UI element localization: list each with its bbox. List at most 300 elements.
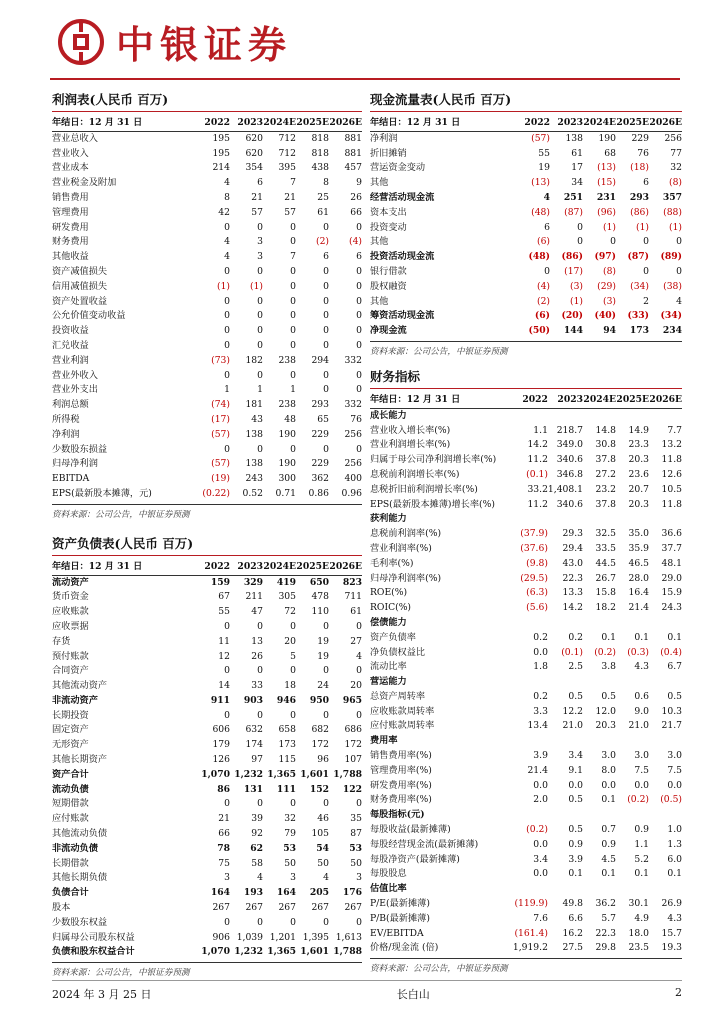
cell-value	[583, 512, 616, 527]
cell-value: 94	[603, 325, 616, 337]
table-row	[52, 295, 362, 310]
cell-value: 946	[276, 694, 296, 706]
row-label: 应收票据	[52, 620, 89, 632]
header-year: 2022	[517, 116, 550, 131]
cell-value: 0	[290, 295, 296, 307]
financial-ratios	[370, 367, 682, 974]
header-label: 年结日：12 月 31 日	[52, 560, 197, 575]
cell-value: (3)	[602, 295, 616, 307]
table-row	[370, 483, 682, 498]
table-row	[52, 620, 362, 635]
row-label: EV/EBITDA	[370, 927, 424, 939]
cell-value: 4	[224, 251, 230, 263]
cell-value: 0.0	[533, 646, 548, 658]
table-row	[370, 147, 682, 162]
cell-value: 111	[276, 783, 296, 795]
cell-value	[649, 882, 682, 897]
cell-value: (48)	[531, 206, 550, 218]
cell-value: 47	[251, 606, 263, 618]
cell-value: (19)	[211, 473, 230, 485]
cell-value: 159	[210, 576, 230, 588]
cell-value: 21	[284, 191, 296, 203]
cell-value: 193	[243, 887, 263, 899]
cell-value: 0	[356, 620, 362, 632]
row-label: 研发费用率(%)	[370, 779, 432, 791]
table-row	[52, 487, 362, 502]
cell-value: 0	[257, 916, 263, 928]
cell-value: 0.1	[634, 631, 649, 643]
cell-value: 1,919.2	[512, 942, 548, 954]
cell-value: 33.5	[595, 542, 616, 554]
row-label: 负债和股东权益合计	[52, 946, 135, 958]
cell-value: 293	[311, 399, 329, 411]
table-row	[52, 916, 362, 931]
cell-value	[649, 512, 682, 527]
cell-value: (13)	[597, 162, 616, 174]
cell-value: 650	[309, 576, 329, 588]
cell-value	[583, 734, 616, 749]
cell-value: (1)	[635, 221, 649, 233]
table-row	[370, 542, 682, 557]
cell-value: 18.2	[595, 602, 616, 614]
income-statement	[52, 90, 362, 520]
cell-value: 172	[344, 739, 362, 751]
cell-value	[583, 808, 616, 823]
cell-value: 12	[218, 650, 230, 662]
table-row	[52, 472, 362, 487]
cell-value: 55	[538, 147, 550, 159]
row-label: 净利润	[52, 428, 80, 440]
cell-value: 1,070	[201, 946, 230, 958]
cell-value: 138	[565, 132, 583, 144]
row-label: 所得税	[52, 413, 80, 425]
row-label: 其他长期负债	[52, 872, 108, 884]
row-label: 估值比率	[370, 883, 407, 895]
cell-value: 1,232	[234, 768, 263, 780]
cell-value: 55	[218, 606, 230, 618]
cell-value: 4.5	[601, 853, 616, 865]
cell-value: 1	[224, 384, 230, 396]
row-label: 息税折旧前利润增长率(%)	[370, 483, 478, 495]
cell-value: 0	[290, 339, 296, 351]
cell-value: 438	[311, 162, 329, 174]
cell-value: 711	[344, 591, 362, 603]
header-year: 2026E	[649, 393, 682, 408]
cell-value: 682	[311, 724, 329, 736]
cell-value: (0.4)	[660, 646, 682, 658]
table-row	[370, 660, 682, 675]
cell-value: 4	[257, 872, 263, 884]
table-row	[52, 235, 362, 250]
cell-value: 7	[290, 251, 296, 263]
cell-value: 3.0	[667, 750, 682, 762]
cell-value: 3.4	[533, 853, 548, 865]
header-year: 2022	[197, 560, 230, 575]
row-label: 偿债能力	[370, 616, 407, 628]
cell-value: 0	[290, 221, 296, 233]
table-row	[370, 941, 682, 956]
cell-value: (1)	[216, 280, 230, 292]
cell-value: (15)	[597, 177, 616, 189]
cell-value	[616, 734, 649, 749]
cell-value	[616, 408, 649, 423]
cell-value: 0.1	[634, 868, 649, 880]
cell-value: 11.2	[527, 498, 548, 510]
cell-value: 29.4	[562, 542, 583, 554]
table-row	[52, 324, 362, 339]
cell-value: 9.1	[568, 764, 583, 776]
cell-value	[583, 675, 616, 690]
cell-value: 0	[356, 665, 362, 677]
cell-value: 58	[251, 857, 263, 869]
cell-value: (18)	[630, 162, 649, 174]
cell-value: 43.0	[562, 557, 583, 569]
cell-value: 3	[224, 872, 230, 884]
cell-value: 15.7	[661, 927, 682, 939]
cell-value: 182	[245, 354, 263, 366]
table-row	[370, 512, 682, 527]
cell-value: 712	[278, 147, 296, 159]
cell-value: 97	[251, 754, 263, 766]
cell-value: 0	[224, 221, 230, 233]
cell-value: (13)	[531, 177, 550, 189]
row-label: 其他	[370, 177, 389, 189]
cell-value: 0	[356, 443, 362, 455]
table-row	[52, 309, 362, 324]
cell-value: 79	[284, 828, 296, 840]
cell-value: 0	[224, 916, 230, 928]
cell-value: 126	[212, 754, 230, 766]
cell-value: 0	[643, 236, 649, 248]
cell-value: 0.1	[667, 631, 682, 643]
row-label: 合同资产	[52, 665, 89, 677]
cell-value: 21	[218, 813, 230, 825]
cell-value: 3.8	[601, 661, 616, 673]
cell-value: 138	[245, 458, 263, 470]
table-row	[52, 783, 362, 798]
cell-value: 1,788	[333, 768, 362, 780]
cell-value: 0	[577, 221, 583, 233]
cell-value: 33	[251, 680, 263, 692]
table-row	[370, 793, 682, 808]
table-row	[52, 443, 362, 458]
cell-value: 24.3	[661, 602, 682, 614]
cell-value: 1,613	[335, 931, 362, 943]
cell-value: (0.5)	[660, 794, 682, 806]
cell-value: 131	[243, 783, 263, 795]
cell-value: 43	[251, 413, 263, 425]
cell-value: (0.22)	[202, 487, 230, 499]
right-column	[370, 90, 682, 982]
cell-value: 0	[257, 798, 263, 810]
cell-value: (57)	[531, 132, 550, 144]
cell-value: (9.8)	[526, 557, 548, 569]
cell-value: 0	[290, 620, 296, 632]
bank-of-china-logo-icon	[58, 19, 104, 65]
cell-value: 243	[245, 473, 263, 485]
table-row	[52, 383, 362, 398]
table-row	[52, 339, 362, 354]
row-label: 资产合计	[52, 768, 89, 780]
row-label: 费用率	[370, 735, 398, 747]
balance-sheet	[52, 534, 362, 979]
header-year: 2025E	[296, 116, 329, 131]
cell-value: 0	[356, 339, 362, 351]
cell-value: 68	[604, 147, 616, 159]
cell-value: 0	[257, 295, 263, 307]
cell-value: 818	[311, 132, 329, 144]
table-row	[52, 694, 362, 709]
cell-value: 0	[323, 265, 329, 277]
cell-value: (2)	[536, 295, 550, 307]
table-row	[52, 945, 362, 960]
table-row	[52, 413, 362, 428]
cell-value: 0	[224, 339, 230, 351]
cell-value: (20)	[561, 310, 583, 322]
table-row	[370, 705, 682, 720]
cell-value: 0.5	[568, 824, 583, 836]
cell-value: 229	[311, 428, 329, 440]
table-row	[370, 734, 682, 749]
cell-value: 0	[323, 798, 329, 810]
row-label: 营业利润率(%)	[370, 542, 432, 554]
cell-value: (37.6)	[520, 542, 548, 554]
cell-value: 6.7	[667, 661, 682, 673]
cell-value: 14.8	[595, 424, 616, 436]
table-row	[52, 265, 362, 280]
cell-value: 0	[323, 384, 329, 396]
cell-value: 3.9	[568, 853, 583, 865]
cell-value: 23.6	[628, 468, 649, 480]
cell-value: 229	[631, 132, 649, 144]
table-row	[52, 575, 362, 590]
cell-value: 267	[278, 902, 296, 914]
cell-value: 20.3	[628, 454, 649, 466]
cell-value	[583, 408, 616, 423]
cell-value: (97)	[594, 251, 616, 263]
table-row	[52, 221, 362, 236]
cell-value: 712	[278, 132, 296, 144]
cell-value: 9	[356, 177, 362, 189]
cell-value: 0.2	[533, 631, 548, 643]
cell-value: 0	[290, 236, 296, 248]
footer-company: 长白山	[396, 988, 430, 1001]
row-label: 销售费用率(%)	[370, 750, 432, 762]
cell-value: 0	[224, 798, 230, 810]
table-row	[370, 438, 682, 453]
table-row	[52, 812, 362, 827]
table-row	[52, 931, 362, 946]
row-label: ROIC(%)	[370, 602, 412, 614]
row-label: 资产处置收益	[52, 295, 108, 307]
row-label: 流动负债	[52, 783, 89, 795]
cell-value: 35.9	[628, 542, 649, 554]
table-row	[52, 131, 362, 146]
cell-value: 0	[290, 443, 296, 455]
cell-value: 2	[643, 295, 649, 307]
table-row	[52, 250, 362, 265]
cell-value: 12.6	[661, 468, 682, 480]
cell-value: 0	[356, 916, 362, 928]
cell-value: 190	[278, 428, 296, 440]
cell-value: 7.7	[667, 424, 682, 436]
row-label: 货币资金	[52, 591, 89, 603]
cell-value	[513, 408, 548, 423]
cell-value: 53	[349, 842, 362, 854]
row-label: EPS(最新股本摊薄，元)	[52, 487, 152, 499]
row-label: 非流动资产	[52, 694, 98, 706]
row-label: 成长能力	[370, 409, 407, 421]
row-label: 其他流动负债	[52, 828, 108, 840]
cell-value: 0	[257, 665, 263, 677]
row-label: 每股指标(元)	[370, 809, 425, 821]
cell-value: 0.5	[667, 690, 682, 702]
cashflow-title: 现金流量表(人民币 百万)	[370, 90, 682, 112]
cell-value: 1,232	[234, 946, 263, 958]
cell-value: 238	[278, 354, 296, 366]
cell-value: (73)	[211, 354, 230, 366]
cell-value: 620	[245, 147, 263, 159]
cell-value: 23.5	[628, 942, 649, 954]
cell-value: 0	[290, 665, 296, 677]
row-label: 投资收益	[52, 325, 89, 337]
row-label: 公允价值变动收益	[52, 310, 126, 322]
cell-value: 13.4	[527, 720, 548, 732]
cell-value: 300	[278, 473, 296, 485]
cell-value: 14.9	[628, 424, 649, 436]
cell-value: 21.4	[628, 602, 649, 614]
cell-value: 33.2	[527, 483, 548, 495]
cell-value: (34)	[660, 310, 682, 322]
left-column	[52, 90, 362, 986]
cell-value: 0	[323, 443, 329, 455]
row-label: 应付账款	[52, 813, 89, 825]
table-row	[370, 161, 682, 176]
cell-value: 96	[317, 754, 329, 766]
cell-value: 0	[224, 665, 230, 677]
cell-value: 0	[323, 310, 329, 322]
cell-value: 35	[350, 813, 362, 825]
cell-value: (5.6)	[526, 602, 548, 614]
cell-value: 6	[544, 221, 550, 233]
table-row	[370, 408, 682, 423]
table-row	[370, 912, 682, 927]
cell-value: (2)	[315, 236, 329, 248]
cell-value: 20.3	[595, 720, 616, 732]
cell-value: (0.2)	[526, 824, 548, 836]
cell-value: 1,788	[333, 946, 362, 958]
cell-value: 3	[257, 251, 263, 263]
cell-value: 46	[317, 813, 329, 825]
cell-value: 419	[276, 576, 296, 588]
cell-value: 22.3	[595, 927, 616, 939]
row-label: 信用减值损失	[52, 280, 108, 292]
row-label: 存货	[52, 635, 71, 647]
cell-value: 0	[257, 221, 263, 233]
cell-value: 0	[257, 620, 263, 632]
table-row	[52, 871, 362, 886]
row-label: 其他流动资产	[52, 680, 108, 692]
cell-value	[548, 512, 583, 527]
header-year: 2026E	[329, 116, 362, 131]
cell-value	[513, 675, 548, 690]
cell-value: 61	[571, 147, 583, 159]
cell-value: 10.3	[661, 705, 682, 717]
cell-value: 0	[356, 265, 362, 277]
cell-value: 2.0	[533, 794, 548, 806]
cell-value: 0	[257, 325, 263, 337]
cell-value: 42	[218, 206, 230, 218]
row-label: 每股经营现金流(最新摊薄)	[370, 838, 479, 850]
header-year: 2024E	[263, 116, 296, 131]
header-year: 2022	[513, 393, 548, 408]
cell-value: (40)	[594, 310, 616, 322]
cell-value: 606	[212, 724, 230, 736]
cell-value: 18	[284, 680, 296, 692]
row-label: 少数股东损益	[52, 443, 108, 455]
cell-value: 86	[217, 783, 230, 795]
row-label: 营业总收入	[52, 132, 98, 144]
cell-value: 658	[278, 724, 296, 736]
cell-value: 75	[218, 857, 230, 869]
table-row	[52, 590, 362, 605]
cell-value: 205	[309, 887, 329, 899]
cell-value: (0.2)	[627, 794, 649, 806]
cell-value	[548, 734, 583, 749]
table-row	[52, 664, 362, 679]
cell-value: 1.3	[667, 838, 682, 850]
cell-value: 0	[224, 709, 230, 721]
cell-value: 0.1	[601, 631, 616, 643]
cell-value: 214	[212, 162, 230, 174]
table-row	[52, 161, 362, 176]
cell-value: 0	[257, 310, 263, 322]
cell-value: 267	[212, 902, 230, 914]
table-row	[370, 779, 682, 794]
table-row	[370, 838, 682, 853]
cell-value: (1)	[249, 280, 263, 292]
cell-value: 144	[563, 325, 583, 337]
cell-value: 0	[257, 369, 263, 381]
cell-value: 152	[309, 783, 329, 795]
cell-value: 965	[342, 694, 362, 706]
cell-value: 881	[344, 147, 362, 159]
cell-value: 28.0	[628, 572, 649, 584]
cell-value: 305	[278, 591, 296, 603]
table-row	[370, 235, 682, 250]
table-row	[52, 797, 362, 812]
row-label: 财务费用率(%)	[370, 794, 432, 806]
table-row	[370, 527, 682, 542]
cell-value: 14	[218, 680, 230, 692]
cell-value	[548, 675, 583, 690]
row-label: 营业成本	[52, 162, 89, 174]
cell-value: 61	[317, 206, 329, 218]
cell-value: 15.8	[595, 587, 616, 599]
cell-value: 234	[662, 325, 682, 337]
cell-value: 36.6	[661, 528, 682, 540]
row-label: 营业收入	[52, 147, 89, 159]
cell-value: 4.3	[634, 661, 649, 673]
cell-value: 0	[356, 295, 362, 307]
footer-date: 2024 年 3 月 25 日	[52, 988, 152, 1001]
cell-value: 395	[278, 162, 296, 174]
cell-value: 92	[251, 828, 263, 840]
cell-value: 0.86	[308, 487, 329, 499]
cell-value: 1.1	[533, 424, 548, 436]
cell-value: (6)	[536, 236, 550, 248]
balance-source: 资料来源：公司公告，中银证券预测	[52, 962, 362, 978]
